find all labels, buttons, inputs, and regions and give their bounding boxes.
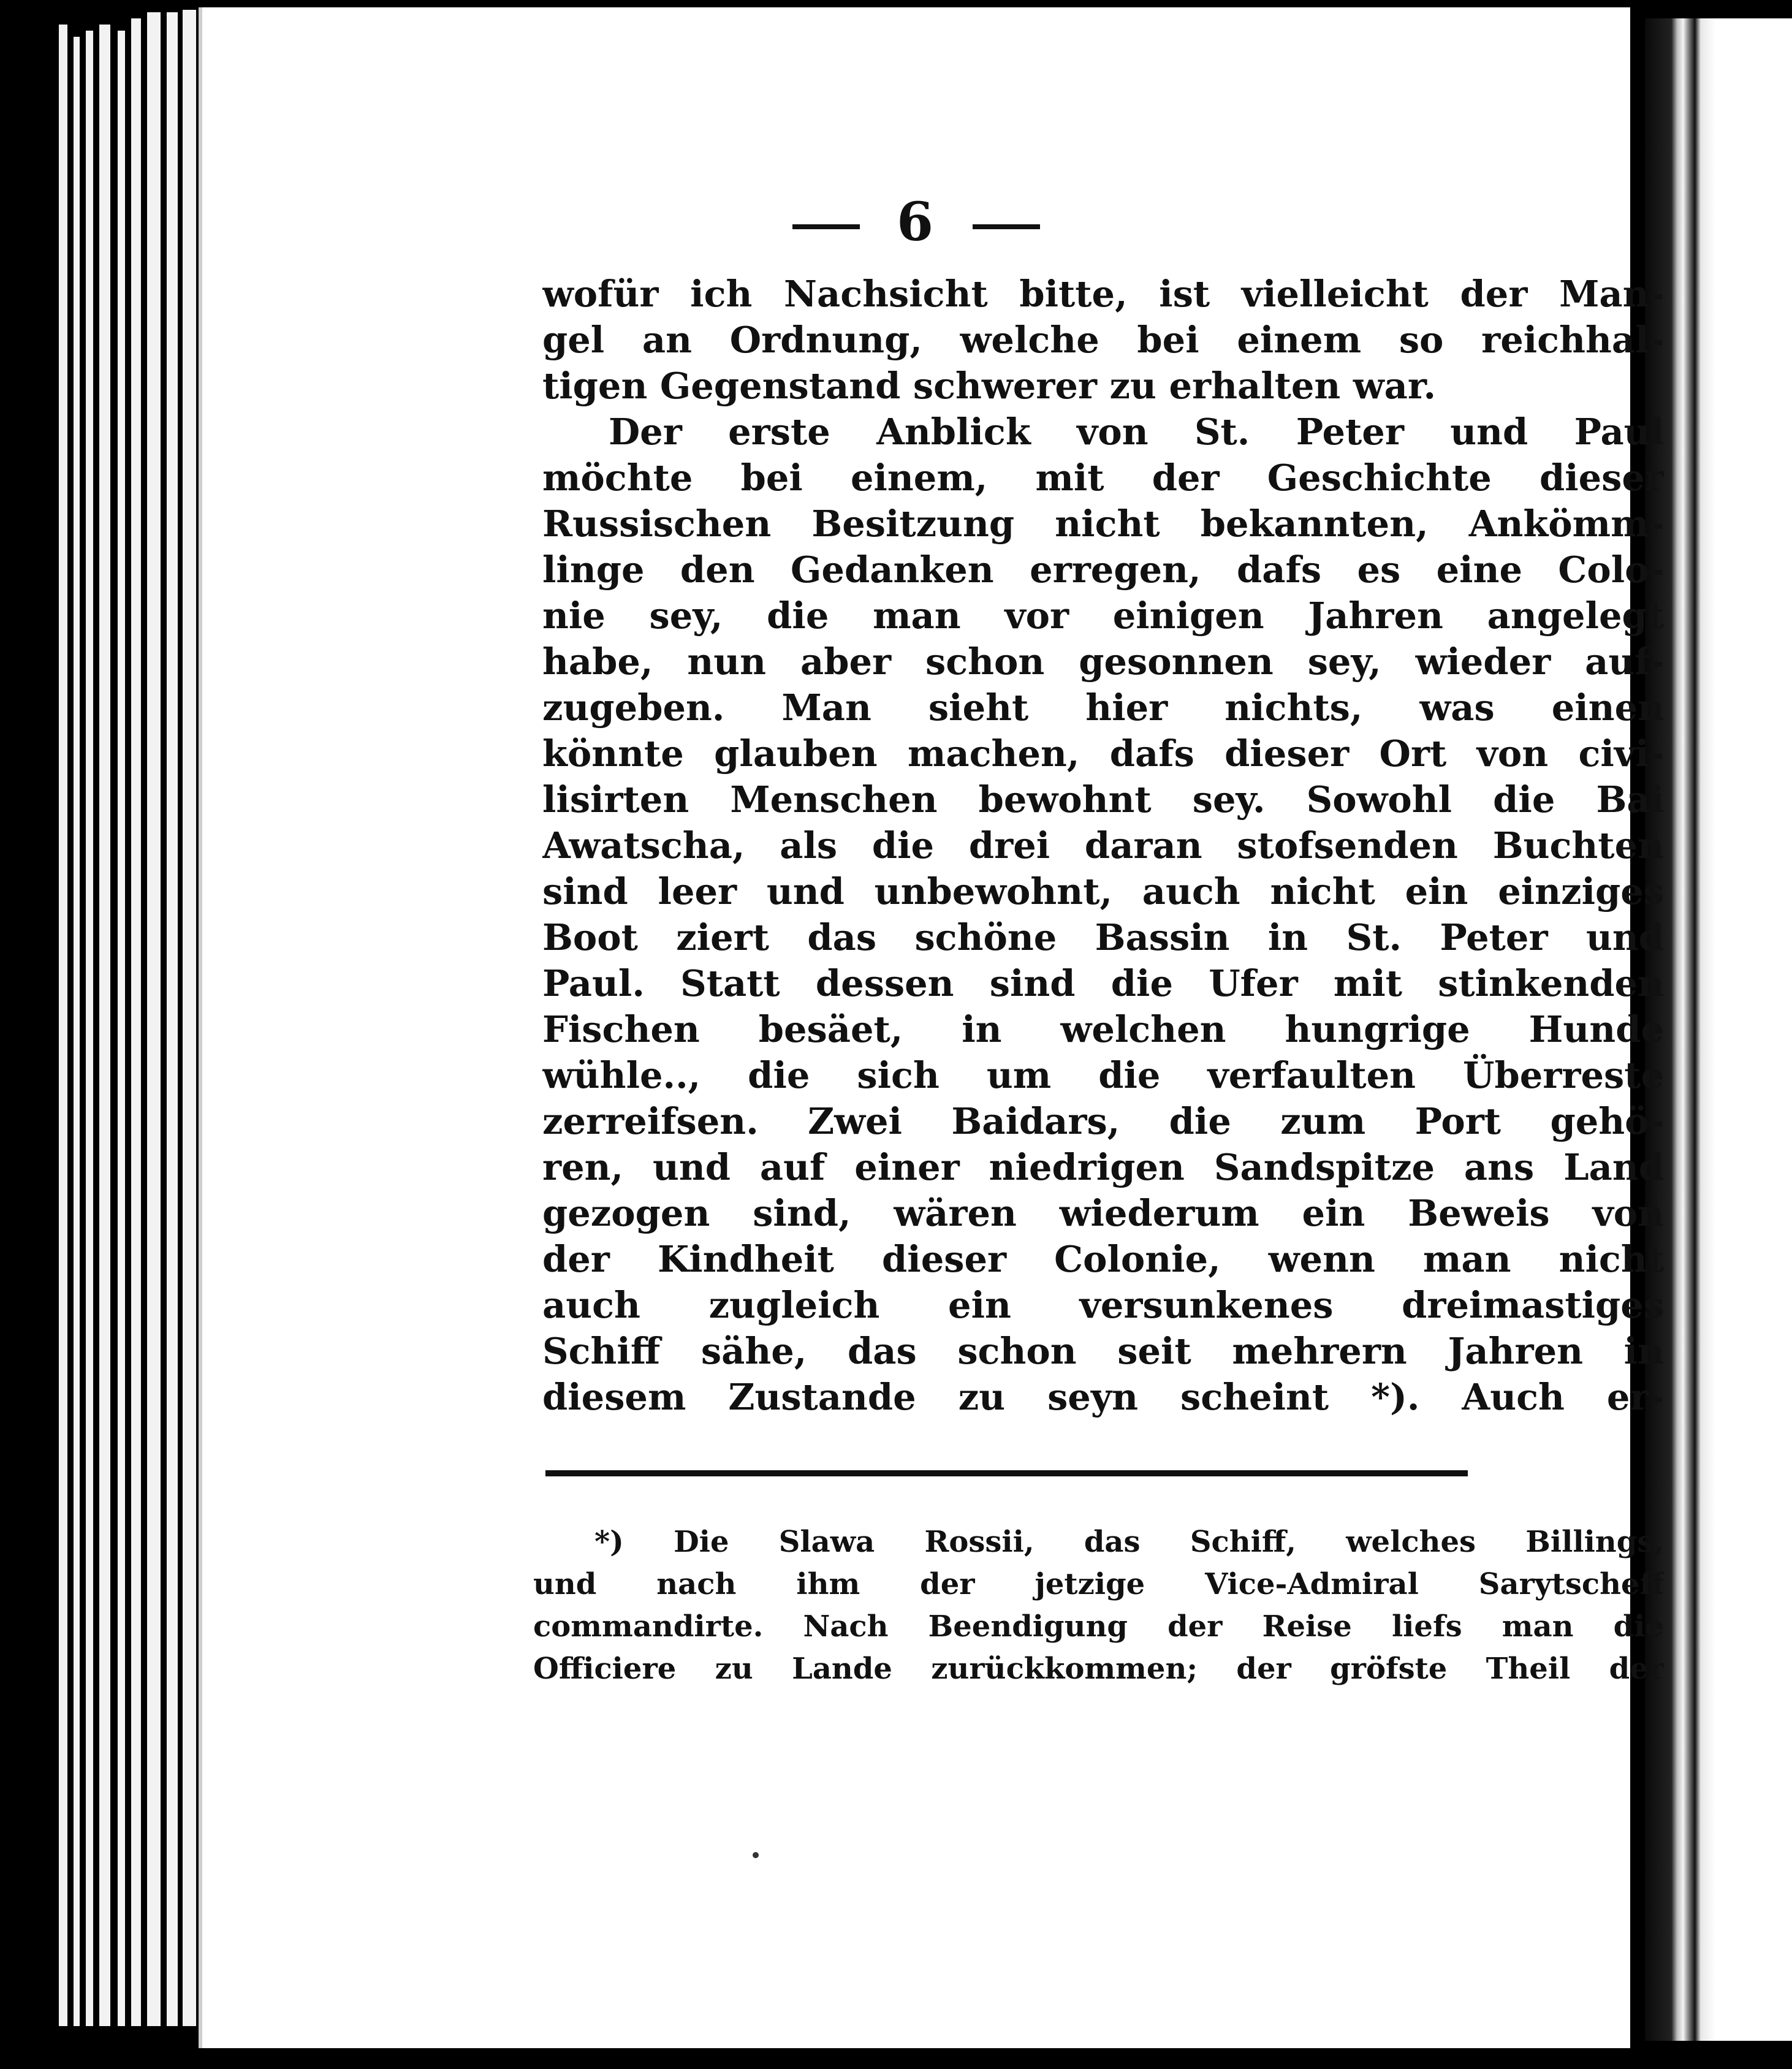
body-line: linge den Gedanken erregen, dafs es eine Colo-	[542, 549, 1664, 591]
body-line: zerreifsen. Zwei Baidars, die zum Port gehö-	[542, 1100, 1664, 1142]
footnote-line: *) Die Slawa Rossii, das Schiff, welches Billings,	[594, 1525, 1664, 1559]
body-line: diesem Zustande zu seyn scheint *). Auch er-	[542, 1376, 1664, 1418]
page-number-value: 6	[897, 191, 936, 253]
footnote-line: commandirte. Nach Beendigung der Reise liefs man die	[533, 1609, 1664, 1644]
page-edge	[99, 25, 110, 2026]
body-line: zugeben. Man sieht hier nichts, was einen	[542, 686, 1664, 729]
body-line: der Kindheit dieser Colonie, wenn man nicht	[542, 1238, 1664, 1280]
page-edge	[167, 12, 178, 2026]
page-edge	[86, 31, 93, 2026]
page-edge	[183, 10, 196, 2026]
body-line: Fischen besäet, in welchen hungrige Hunde	[542, 1008, 1664, 1050]
body-line: Awatscha, als die drei daran stofsenden Buchten	[542, 824, 1664, 867]
book-page	[202, 7, 1664, 2048]
body-line: möchte bei einem, mit der Geschichte dieser	[542, 457, 1664, 499]
body-line: sind leer und unbewohnt, auch nicht ein einziges	[542, 870, 1664, 913]
body-line: habe, nun aber schon gesonnen sey, wieder auf-	[542, 640, 1664, 683]
page-edge	[59, 25, 67, 2026]
body-line: wofür ich Nachsicht bitte, ist vielleicht der Man-	[542, 273, 1664, 315]
facing-page-edge	[1645, 18, 1792, 2041]
body-line: Der erste Anblick von St. Peter und Paul	[609, 411, 1664, 453]
footnote-rule	[545, 1470, 1468, 1476]
page-number-dash-right	[973, 224, 1040, 229]
body-text	[542, 271, 1664, 1420]
body-line: Paul. Statt dessen sind die Ufer mit stinkenden	[542, 962, 1664, 1004]
body-line: gezogen sind, wären wiederum ein Beweis von	[542, 1192, 1664, 1234]
body-line: lisirten Menschen bewohnt sey. Sowohl die Bai	[542, 778, 1664, 821]
body-line: Boot ziert das schöne Bassin in St. Peter und	[542, 916, 1664, 959]
footnote	[533, 1521, 1664, 1690]
page-edge	[147, 12, 161, 2026]
body-line: Schiff sähe, das schon seit mehrern Jahren in	[542, 1330, 1664, 1372]
body-line: ren, und auf einer niedrigen Sandspitze ans Land	[542, 1146, 1664, 1188]
page-number-dash-left	[792, 224, 860, 229]
body-line: gel an Ordnung, welche bei einem so reichhal-	[542, 319, 1664, 361]
footnote-line: Officiere zu Lande zurückkommen; der gröfste Theil der	[533, 1652, 1664, 1686]
body-line: wühle.., die sich um die verfaulten Überreste	[542, 1054, 1664, 1096]
body-line: könnte glauben machen, dafs dieser Ort von civi-	[542, 732, 1664, 775]
body-line: tigen Gegenstand schwerer zu erhalten war.	[542, 365, 1437, 407]
page-edge	[131, 18, 141, 2026]
body-line: Russischen Besitzung nicht bekannten, Ankömm-	[542, 503, 1664, 545]
page-number	[202, 191, 1630, 253]
page-edge	[118, 31, 125, 2026]
ink-speck	[753, 1852, 759, 1858]
body-line: nie sey, die man vor einigen Jahren angelegt	[542, 594, 1664, 637]
page-edge	[74, 37, 80, 2026]
body-line: auch zugleich ein versunkenes dreimastiges	[542, 1284, 1664, 1326]
footnote-line: und nach ihm der jetzige Vice-Admiral Sarytscheff	[533, 1567, 1664, 1601]
